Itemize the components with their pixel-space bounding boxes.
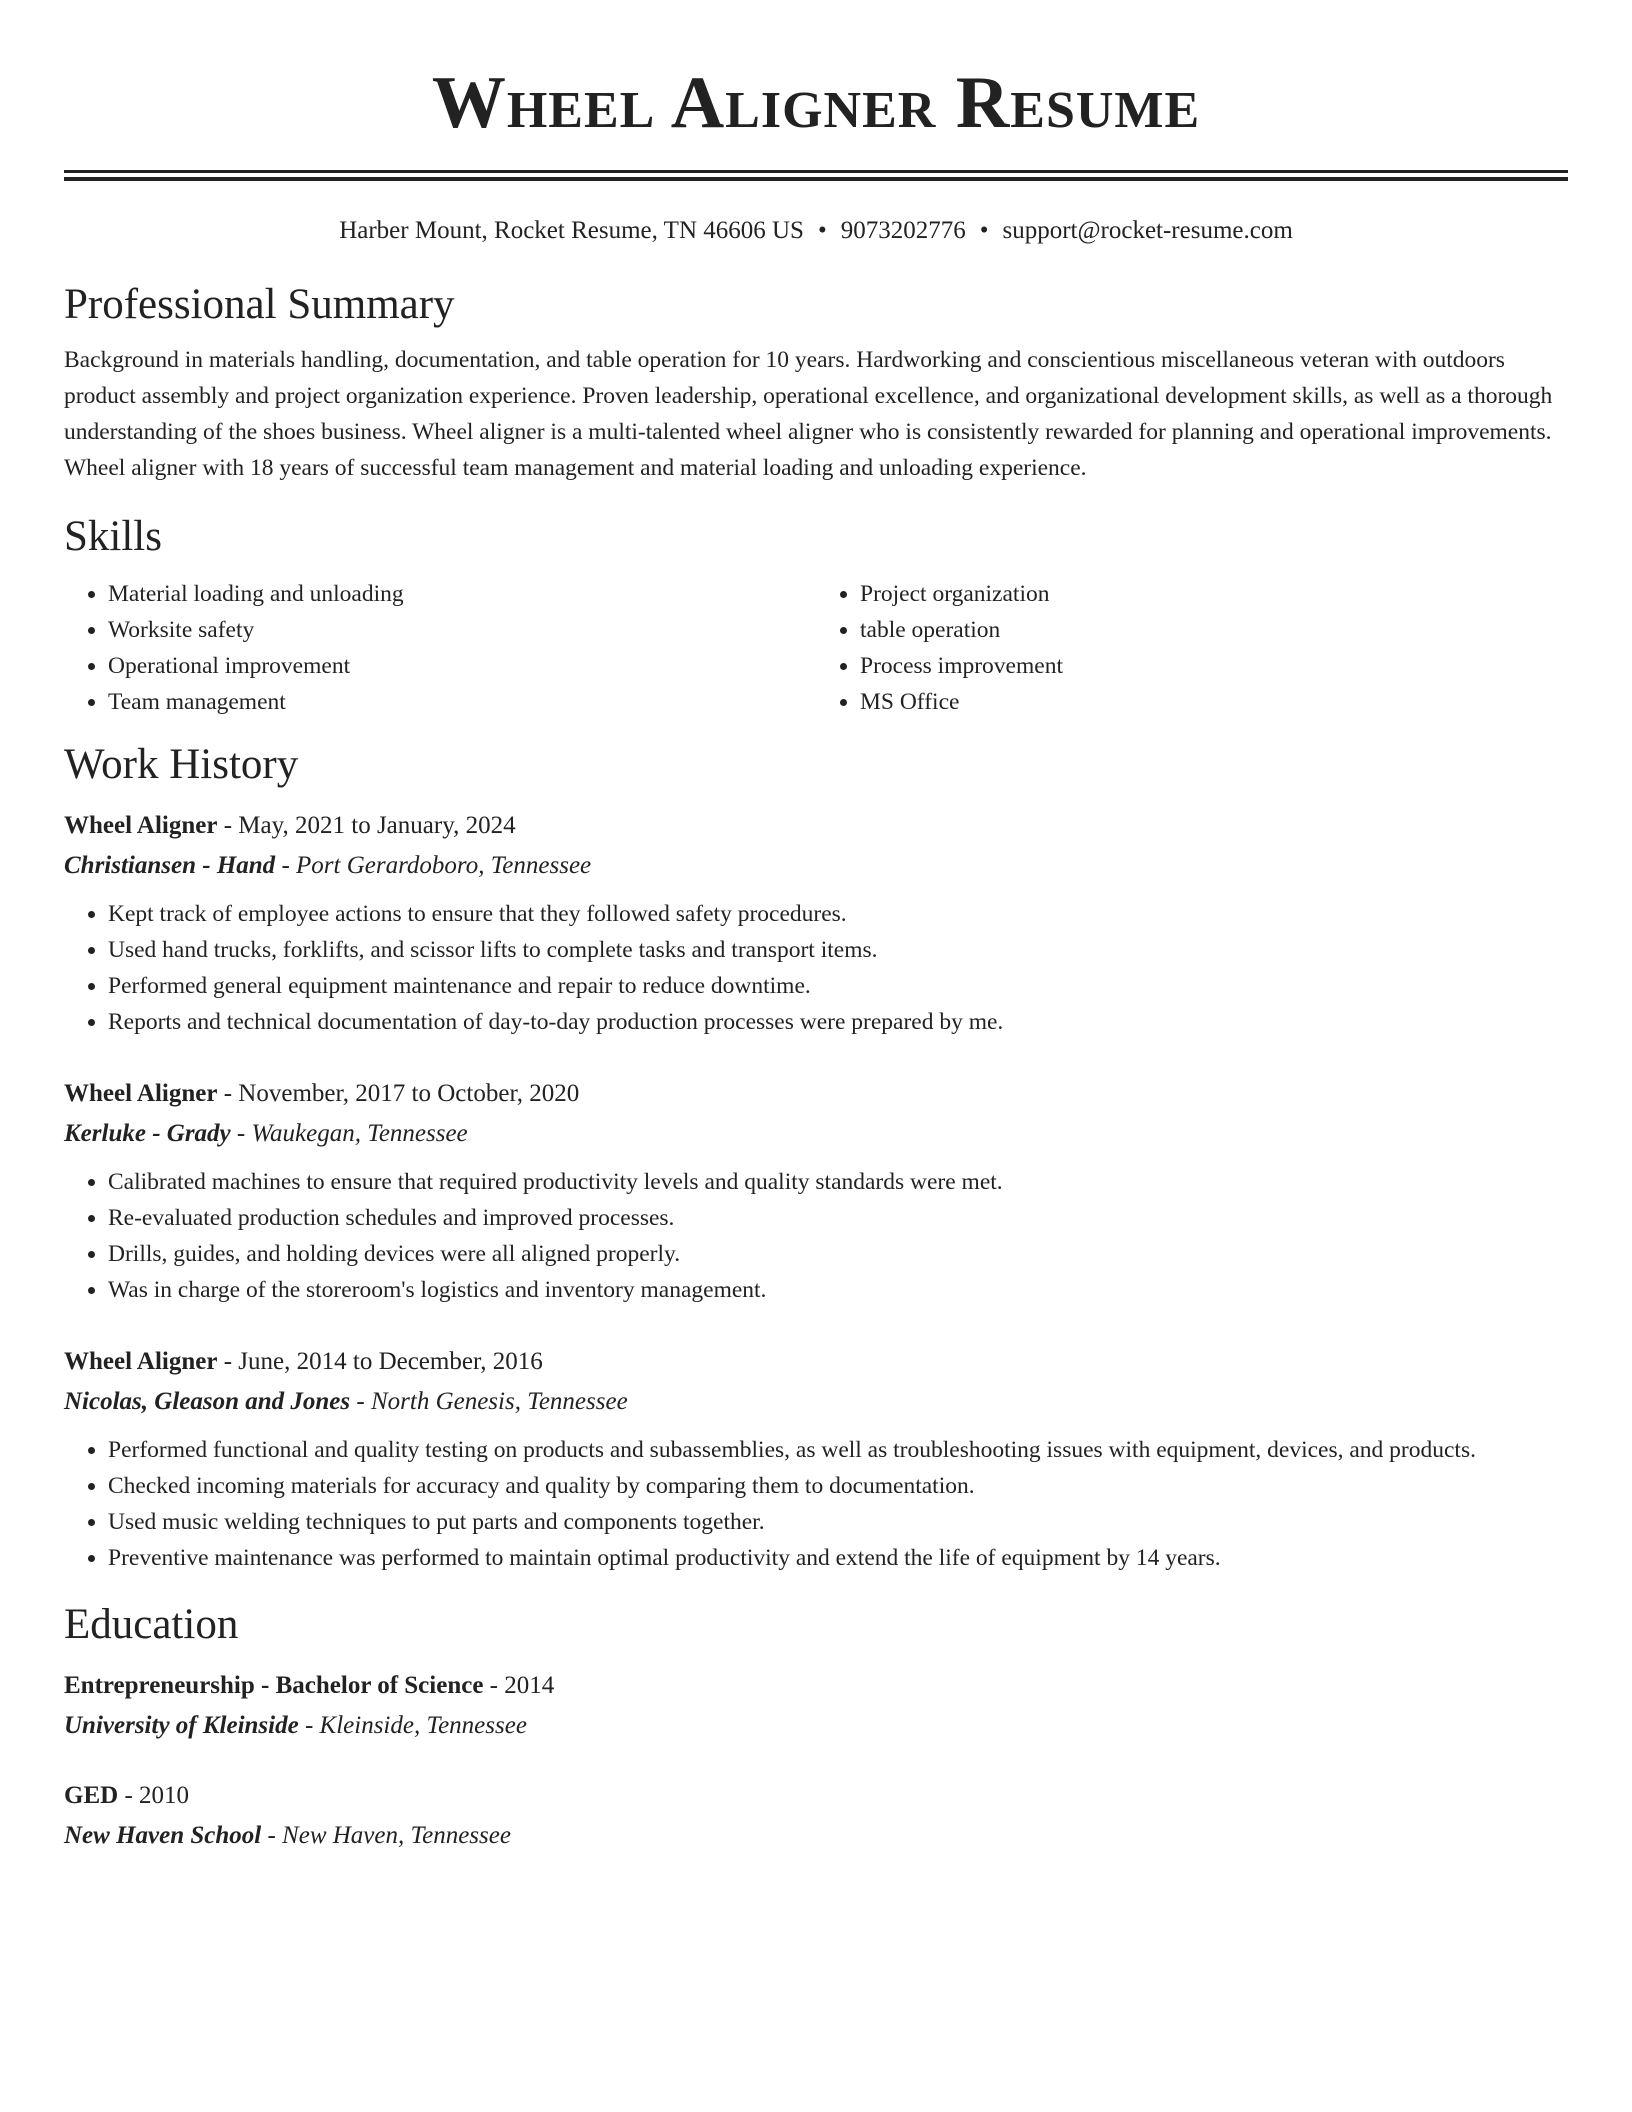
education-degree: GED: [64, 1782, 119, 1809]
skills-list: [64, 576, 1568, 720]
skill-item: • MS Office: [860, 684, 1568, 720]
skill-item: • Process improvement: [860, 648, 1568, 684]
duty-item: • Used hand trucks, forklifts, and scissor lifts to complete tasks and transport items.: [108, 932, 1568, 968]
duty-item: • Used music welding techniques to put parts and components together.: [108, 1504, 1568, 1540]
job-dates: - November, 2017 to October, 2020: [217, 1080, 580, 1107]
education-header: [64, 1666, 1568, 1706]
education-year: - 2010: [118, 1782, 190, 1809]
duty-item: • Performed functional and quality testing on products and subassemblies, as well as troubleshooting issues with equipment, devices, and products.: [108, 1432, 1568, 1468]
job-header: [64, 806, 1568, 846]
education-heading: Education: [64, 1601, 239, 1648]
skill-item: • Project organization: [860, 576, 1568, 612]
work-history-heading: Work History: [64, 741, 299, 788]
summary-heading: Professional Summary: [64, 281, 455, 328]
skill-item: • Team management: [108, 684, 816, 720]
education-header: [64, 1776, 1568, 1816]
duty-item: • Calibrated machines to ensure that required productivity levels and quality standards were met.: [108, 1164, 1568, 1200]
contact-email[interactable]: support@rocket-resume.com: [1002, 217, 1293, 244]
job-duties: [64, 896, 1568, 1040]
skill-item: • Worksite safety: [108, 612, 816, 648]
job-company: Nicolas, Gleason and Jones: [64, 1388, 351, 1415]
contact-phone: 9073202776: [840, 217, 966, 244]
skill-item: • Operational improvement: [108, 648, 816, 684]
duty-item: • Preventive maintenance was performed to maintain optimal productivity and extend the life of equipment by 14 years.: [108, 1540, 1568, 1576]
contact-line: [64, 214, 1568, 248]
job-location: - Port Gerardoboro, Tennessee: [275, 852, 592, 879]
job-duties: [64, 1432, 1568, 1576]
skill-item: • Material loading and unloading: [108, 576, 816, 612]
job-dates: - June, 2014 to December, 2016: [217, 1348, 543, 1375]
job-title: Wheel Aligner: [64, 1348, 218, 1375]
education-school-line: [64, 1816, 1568, 1856]
job-title: Wheel Aligner: [64, 812, 218, 839]
job-employer: [64, 846, 1568, 886]
job-location: - North Genesis, Tennessee: [350, 1388, 628, 1415]
job-entry: [64, 1074, 1568, 1308]
duty-item: • Checked incoming materials for accuracy and quality by comparing them to documentation.: [108, 1468, 1568, 1504]
contact-address: Harber Mount, Rocket Resume, TN 46606 US: [339, 217, 804, 244]
education-school: New Haven School: [64, 1822, 262, 1849]
title-divider: [64, 170, 1568, 181]
job-header: [64, 1074, 1568, 1114]
education-entry: [64, 1776, 1568, 1856]
job-entry: [64, 1342, 1568, 1576]
duty-item: • Performed general equipment maintenance and repair to reduce downtime.: [108, 968, 1568, 1004]
job-employer: [64, 1382, 1568, 1422]
education-year: - 2014: [483, 1672, 555, 1699]
job-company: Kerluke - Grady: [64, 1120, 231, 1147]
skills-heading: Skills: [64, 513, 162, 560]
skills-column-left: [64, 576, 816, 720]
contact-separator: •: [979, 217, 989, 244]
summary-text: Background in materials handling, documentation, and table operation for 10 years. Hardworking and conscientious miscellaneous veteran with outdoors product assembly and project organization experience. Proven leadership, operational excellence, and organizational development skills, as well as a thorough understanding of the shoes business. Wheel aligner is a multi-talented wheel aligner who is consistently rewarded for planning and operational improvements. Wheel aligner with 18 years of successful team management and material loading and unloading experience.: [64, 347, 1553, 481]
duty-item: • Drills, guides, and holding devices were all aligned properly.: [108, 1236, 1568, 1272]
job-employer: [64, 1114, 1568, 1154]
job-title: Wheel Aligner: [64, 1080, 218, 1107]
job-location: - Waukegan, Tennessee: [230, 1120, 468, 1147]
job-dates: - May, 2021 to January, 2024: [217, 812, 516, 839]
job-entry: [64, 806, 1568, 1040]
job-header: [64, 1342, 1568, 1382]
education-entry: [64, 1666, 1568, 1746]
education-school: University of Kleinside: [64, 1712, 299, 1739]
education-location: - New Haven, Tennessee: [261, 1822, 511, 1849]
skills-column-right: [816, 576, 1568, 720]
contact-separator: •: [817, 217, 827, 244]
duty-item: • Was in charge of the storeroom's logistics and inventory management.: [108, 1272, 1568, 1308]
skill-item: • table operation: [860, 612, 1568, 648]
education-location: - Kleinside, Tennessee: [298, 1712, 527, 1739]
page-title: Wheel Aligner Resume: [431, 62, 1201, 144]
job-duties: [64, 1164, 1568, 1308]
job-company: Christiansen - Hand: [64, 852, 276, 879]
duty-item: • Kept track of employee actions to ensure that they followed safety procedures.: [108, 896, 1568, 932]
duty-item: • Reports and technical documentation of day-to-day production processes were prepared by me.: [108, 1004, 1568, 1040]
education-degree: Entrepreneurship - Bachelor of Science: [64, 1672, 484, 1699]
duty-item: • Re-evaluated production schedules and improved processes.: [108, 1200, 1568, 1236]
education-school-line: [64, 1706, 1568, 1746]
